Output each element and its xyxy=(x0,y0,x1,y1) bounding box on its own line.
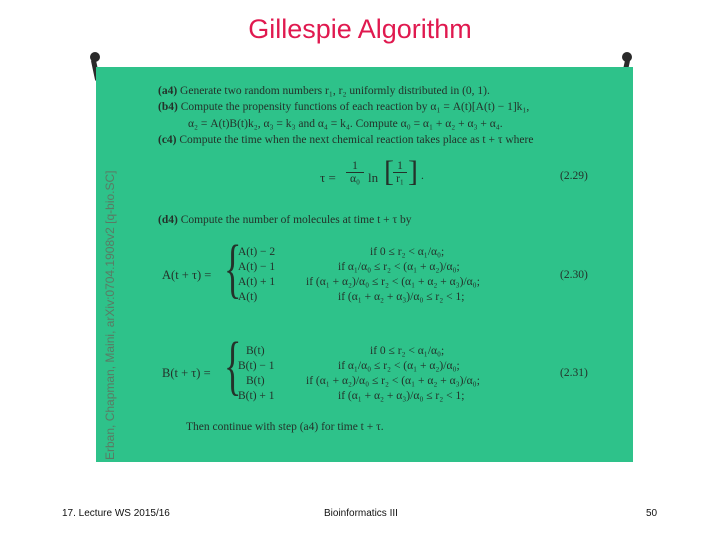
closing-line: Then continue with step (a4) for time t + τ. xyxy=(186,421,384,433)
step-c4: (c4) Compute the time when the next chemical reaction takes place as t + τ where xyxy=(158,134,534,146)
eq230-case-1-cond: if 0 ≤ r₂ < α₁/α₀; xyxy=(370,246,445,258)
eq230-case-3-cond: if (α₁ + α₂)/α₀ ≤ r₂ < (α₁ + α₂ + α₃)/α₀; xyxy=(306,276,480,288)
eq231-case-3-value: B(t) xyxy=(246,375,265,387)
eq229-inner-fraction: $\frac{1}{\text{r₁}}$ xyxy=(393,160,407,185)
eq230-lhs: A(t + τ) = xyxy=(162,268,212,282)
eq231-case-2-cond: if α₁/α₀ ≤ r₂ < (α₁ + α₂)/α₀; xyxy=(338,360,460,372)
step-a4: (a4) Generate two random numbers r₁, r₂ uniformly distributed in (0, 1). xyxy=(158,85,490,97)
eq229-lhs: τ = xyxy=(320,170,336,185)
eq229-fraction: $\frac{1}{\text{α₀}}$ xyxy=(346,160,364,185)
eq230-case-2-value: A(t) − 1 xyxy=(238,261,276,273)
eq230-case-4-cond: if (α₁ + α₂ + α₃)/α₀ ≤ r₂ < 1; xyxy=(338,291,465,303)
eq231-lhs: B(t + τ) = xyxy=(162,366,211,380)
eq229-left-bracket: [ xyxy=(384,155,394,188)
footer-course: Bioinformatics III xyxy=(324,508,398,519)
step-d4: (d4) Compute the number of molecules at time t + τ by xyxy=(158,214,412,226)
eq230-case-3-value: A(t) + 1 xyxy=(238,276,276,288)
footer-lecture: 17. Lecture WS 2015/16 xyxy=(62,508,170,519)
eq231-number: (2.31) xyxy=(560,367,588,379)
eq231-case-2-value: B(t) − 1 xyxy=(238,360,275,372)
slide-title: Gillespie Algorithm xyxy=(248,14,472,44)
page-number: 50 xyxy=(646,508,658,519)
eq230-number: (2.30) xyxy=(560,269,588,281)
step-b4-line2: α₂ = A(t)B(t)k₂, α₃ = k₃ and α₄ = k₄. Compute α₀ = α₁ + α₂ + α₃ + α₄. xyxy=(188,118,503,130)
source-credit: Erban, Chapman, Maini, arXiv:0704.1908v2 [q-bio.SC] xyxy=(103,170,117,460)
step-b4-line1: (b4) Compute the propensity functions of each reaction by α₁ = A(t)[A(t) − 1]k₁, xyxy=(158,101,530,113)
eq230-brace: { xyxy=(224,232,242,305)
paper-excerpt-panel xyxy=(96,67,633,462)
eq229-ln: ln xyxy=(368,170,379,185)
eq230-case-1-value: A(t) − 2 xyxy=(238,246,276,258)
eq231-case-3-cond: if (α₁ + α₂)/α₀ ≤ r₂ < (α₁ + α₂ + α₃)/α₀; xyxy=(306,375,480,387)
eq231-case-4-cond: if (α₁ + α₂ + α₃)/α₀ ≤ r₂ < 1; xyxy=(338,390,465,402)
eq229-right-bracket: ] xyxy=(408,155,418,188)
eq231-case-1-cond: if 0 ≤ r₂ < α₁/α₀; xyxy=(370,345,445,357)
eq229-number: (2.29) xyxy=(560,170,588,182)
eq231-case-1-value: B(t) xyxy=(246,345,265,357)
eq230-case-2-cond: if α₁/α₀ ≤ r₂ < (α₁ + α₂)/α₀; xyxy=(338,261,460,273)
eq229-period: . xyxy=(421,170,424,182)
eq230-case-4-value: A(t) xyxy=(238,291,258,303)
eq231-brace: { xyxy=(224,329,242,402)
eq231-case-4-value: B(t) + 1 xyxy=(238,390,275,402)
